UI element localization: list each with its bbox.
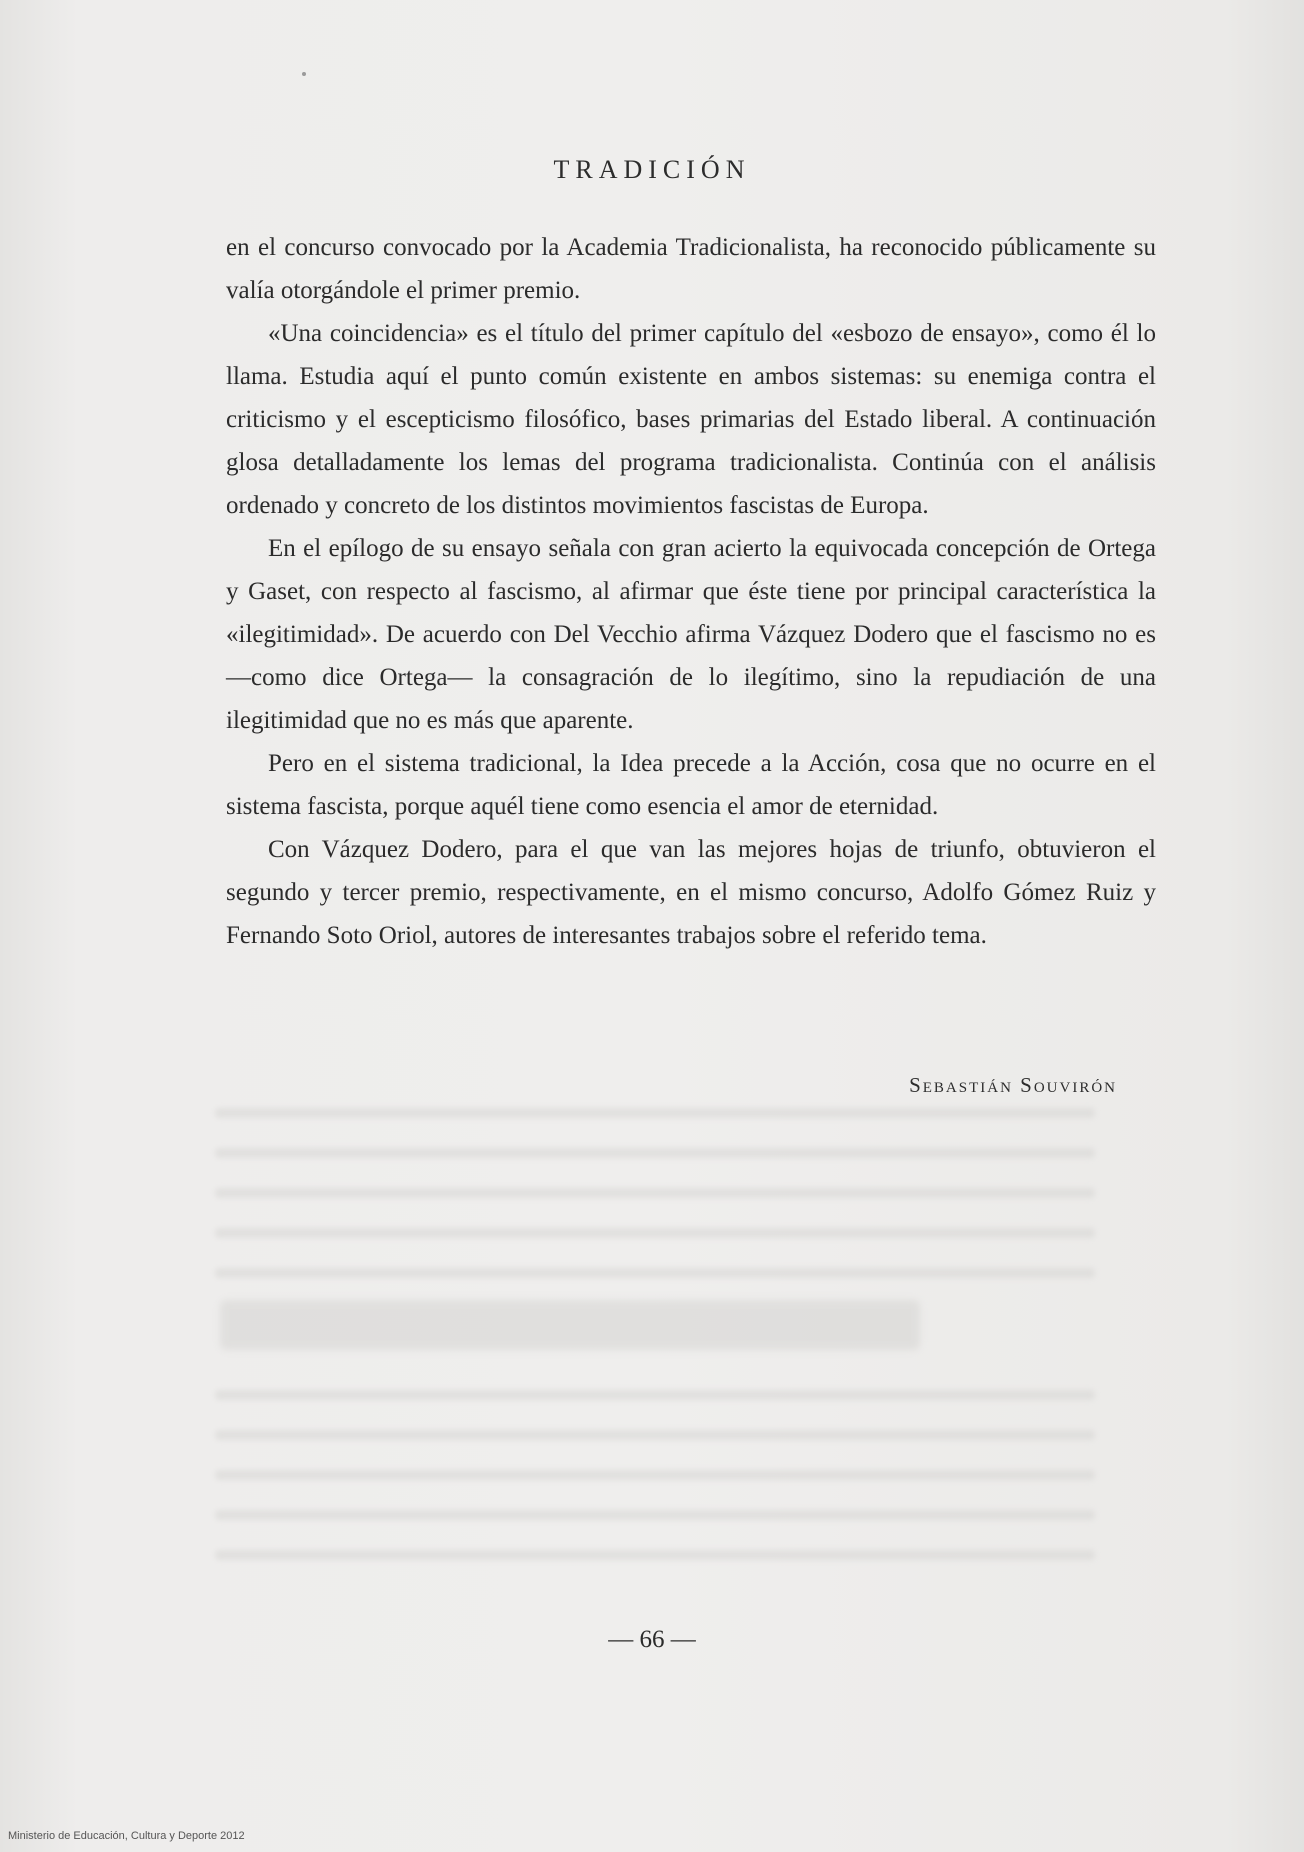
author-signature: Sebastián Souvirón — [909, 1073, 1117, 1097]
scan-speck — [302, 72, 306, 76]
show-through-line — [215, 1430, 1095, 1440]
show-through-line — [215, 1228, 1095, 1238]
paragraph-4: Pero en el sistema tradicional, la Idea precede a la Acción, cosa que no ocurre en el sistema fascista, porque aquél tiene como esencia el amor de eternidad. — [226, 750, 1156, 820]
show-through-line — [215, 1470, 1095, 1480]
paragraph-1: en el concurso convocado por la Academia Tradicionalista, ha reconocido públicamente su valía otorgándole el primer premio. — [226, 234, 1156, 304]
paragraph-3: En el epílogo de su ensayo señala con gran acierto la equivocada concepción de Ortega y Gaset, con respecto al fascismo, al afirmar que éste tiene por principal característica la «ilegitimidad». De acuerdo con Del Vecchio afirma Vázquez Dodero que el fascismo no es —como dice Ortega— la consagración de lo ilegítimo, sino la repudiación de una ilegitimidad que no es más que aparente. — [226, 535, 1156, 734]
show-through-line — [215, 1510, 1095, 1520]
show-through-line — [215, 1390, 1095, 1400]
show-through-line — [215, 1550, 1095, 1560]
running-head: TRADICIÓN — [553, 155, 751, 184]
show-through-line — [215, 1148, 1095, 1158]
paragraph-5: Con Vázquez Dodero, para el que van las mejores hojas de triunfo, obtuvieron el segundo y tercer premio, respectivamente, en el mismo concurso, Adolfo Gómez Ruiz y Fernando Soto Oriol, autores de interesantes trabajos sobre el referido tema. — [226, 836, 1156, 949]
page-number: — 66 — — [608, 1626, 696, 1653]
footer-credit: Ministerio de Educación, Cultura y Deporte 2012 — [8, 1830, 245, 1842]
paragraph-2: «Una coincidencia» es el título del primer capítulo del «esbozo de ensayo», como él lo llama. Estudia aquí el punto común existente en ambos sistemas: su enemiga contra el criticismo y el escepticismo filosófico, bases primarias del Estado liberal. A continuación glosa detalladamente los lemas del programa tradicionalista. Continúa con el análisis ordenado y concreto de los distintos movimientos fascistas de Europa. — [226, 320, 1156, 519]
show-through-line — [215, 1108, 1095, 1118]
show-through-heading — [220, 1300, 920, 1350]
show-through-line — [215, 1188, 1095, 1198]
body-text — [226, 226, 1156, 957]
show-through-line — [215, 1268, 1095, 1278]
